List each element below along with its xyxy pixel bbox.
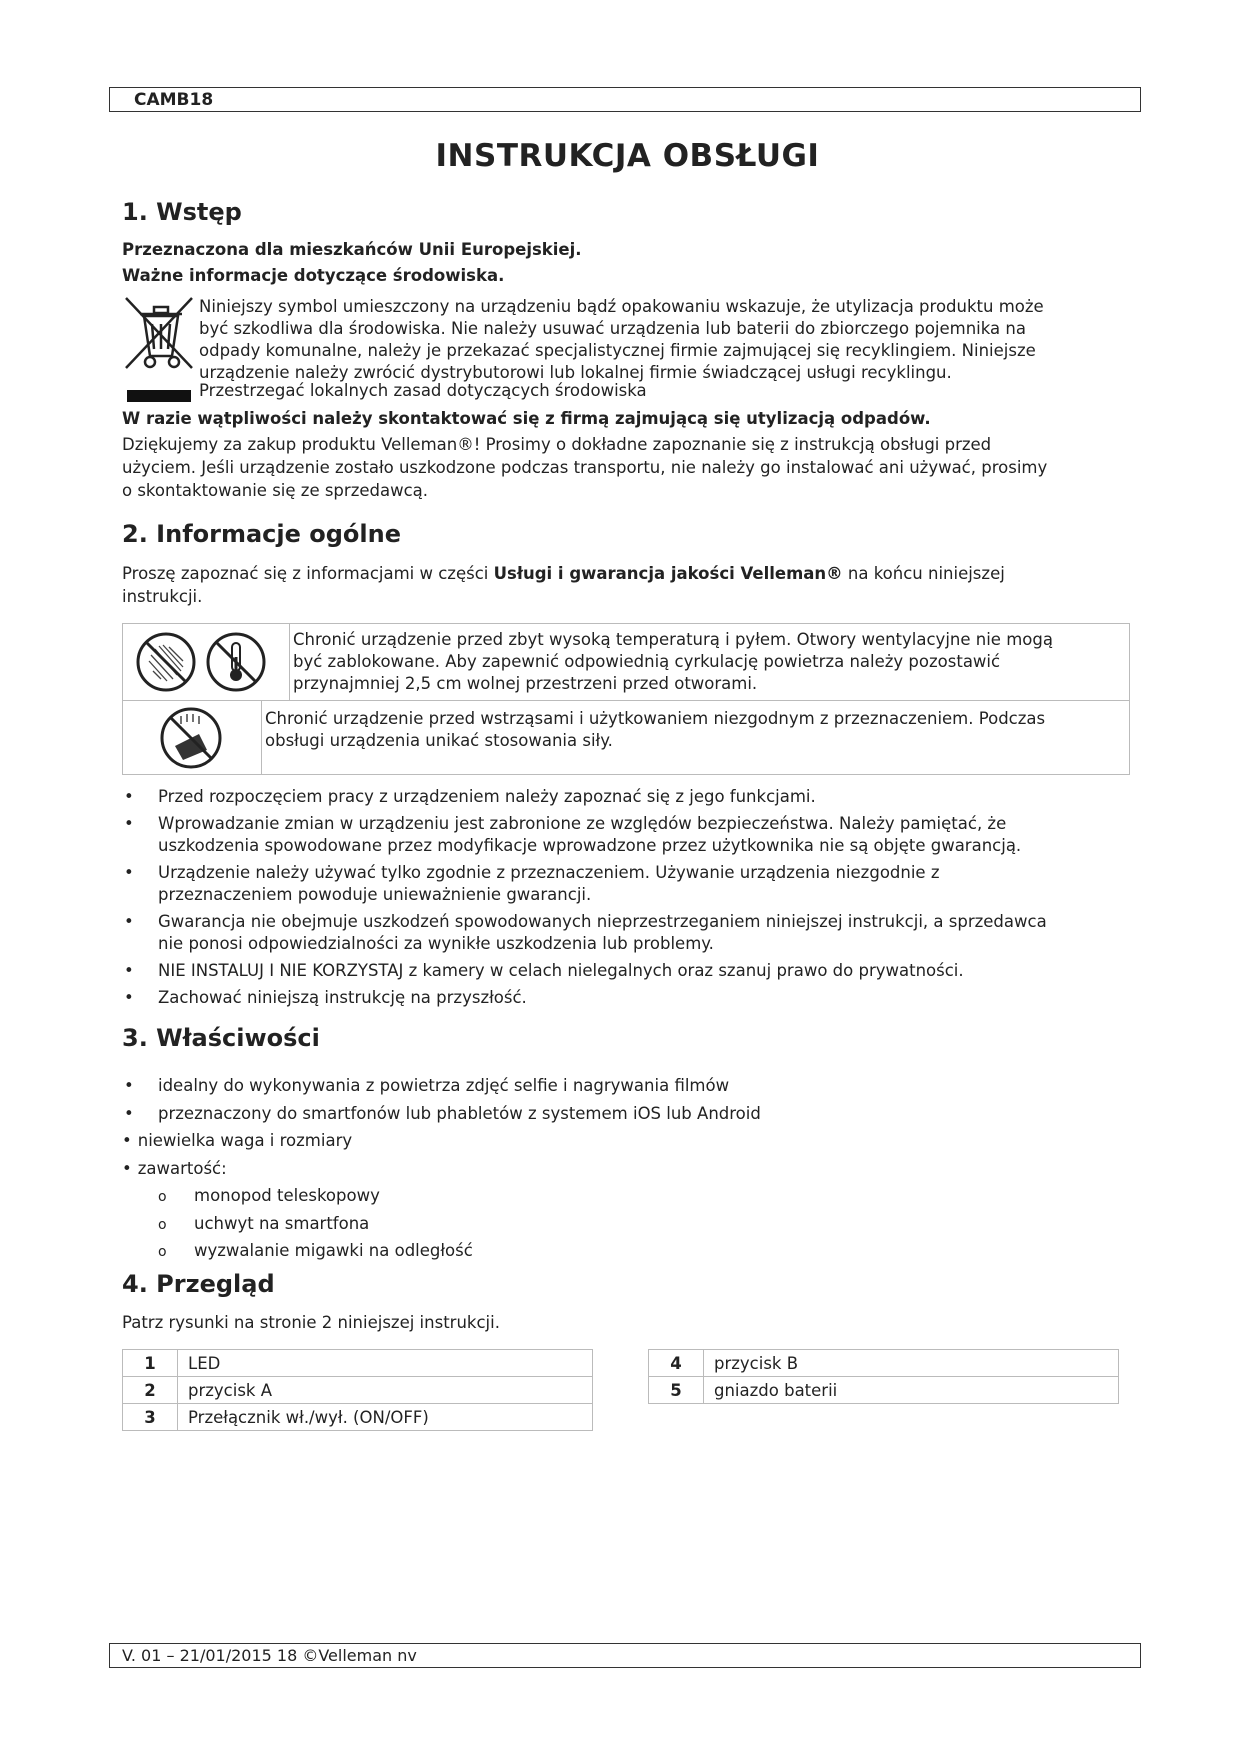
feature-text: zawartość: [137,1158,227,1178]
part-label: gniazdo baterii [704,1377,1119,1404]
env-heading: Ważne informacje dotyczące środowiska. [122,266,505,285]
parts-table-left [122,1349,593,1431]
warning-line: Chronić urządzenie przed wstrząsami i użytkowaniem niezgodnym z przeznaczeniem. Podczas [265,709,1046,728]
black-bar-mark [127,390,191,402]
no-heat-icon [205,631,267,693]
sub-list-item: o uchwyt na smartfona [158,1213,370,1233]
list-item: • niewielka waga i rozmiary [122,1131,353,1150]
feature-text: niewielka waga i rozmiary [137,1131,353,1150]
intro-text: Proszę zapoznać się z informacjami w części [122,564,494,583]
list-item: • Urządzenie należy używać tylko zgodnie z przeznaczeniem. Używanie urządzenia niezgodnie z przeznaczeniem powoduje unieważnienie gwarancji. [122,862,1142,906]
env-line: urządzenie należy zwrócić dystrybutorowi lub lokalnej firmie świadczącej usługi recyklingu. [199,363,952,382]
sub-list-item: o wyzwalanie migawki na odległość [158,1241,473,1260]
warning-shock-text [265,708,1045,752]
env-line: być szkodliwa dla środowiska. Nie należy usuwać urządzenia lub baterii do zbiorczego pojemnika na [199,319,1026,338]
sub-item-text: wyzwalanie migawki na odległość [194,1241,473,1260]
list-item: • Zachować niniejszą instrukcję na przyszłość. [122,987,1142,1009]
part-number: 5 [649,1377,704,1404]
env-local-rules: Przestrzegać lokalnych zasad dotyczących środowiska [199,381,647,400]
table-row [123,1404,593,1431]
bullet-line: przeznaczeniem powoduje unieważnienie gwarancji. [158,885,592,904]
part-label: przycisk B [704,1350,1119,1377]
section-2-title: 2. Informacje ogólne [122,520,401,548]
bullet-line: uszkodzenia spowodowane przez modyfikacje wprowadzone przez użytkownika nie są objęte gwarancją. [158,836,1022,855]
features-list [122,1075,1022,1268]
env-paragraph [199,296,1129,384]
warning-line: obsługi urządzenia unikać stosowania siły. [265,731,613,750]
overview-intro: Patrz rysunki na stronie 2 niniejszej instrukcji. [122,1313,500,1332]
warning-row-heat-dust [123,624,1129,701]
intro-bold-text: Usługi i gwarancja jakości Velleman® [493,564,843,583]
sub-list-item: o monopod teleskopowy [158,1186,380,1205]
header-box [109,87,1141,112]
warning-heat-text [293,629,1053,695]
warning-line: być zablokowane. Aby zapewnić odpowiednią cyrkulację powietrza należy pozostawić [293,652,1001,671]
list-item: • idealny do wykonywania z powietrza zdjęć selfie i nagrywania filmów [124,1076,730,1095]
sub-item-text: uchwyt na smartfona [194,1213,370,1233]
parts-table-right [648,1349,1119,1404]
part-label: Przełącznik wł./wył. (ON/OFF) [178,1404,593,1431]
table-row [649,1350,1119,1377]
general-intro-line2: instrukcji. [122,587,203,606]
no-shock-icon [159,706,223,770]
table-row [123,1377,593,1404]
table-row [123,1350,593,1377]
part-label: LED [178,1350,593,1377]
part-label: przycisk A [178,1377,593,1404]
footer-box [109,1643,1141,1668]
section-3-title: 3. Właściwości [122,1024,320,1052]
bullet-line: Wprowadzanie zmian w urządzeniu jest zabronione ze względów bezpieczeństwa. Należy pamiętać, że [158,814,1007,833]
bullet-line: nie ponosi odpowiedzialności za wynikłe uszkodzenia lub problemy. [158,934,714,953]
feature-text: idealny do wykonywania z powietrza zdjęć selfie i nagrywania filmów [158,1076,730,1095]
general-intro [122,562,1132,608]
table-row [649,1377,1119,1404]
list-item: • NIE INSTALUJ I NIE KORZYSTAJ z kamery w celach nielegalnych oraz szanuj prawo do prywatności. [122,960,1142,982]
intro-text-end: na końcu niniejszej [842,564,1005,583]
cell-divider [261,701,262,775]
model-code: CAMB18 [134,90,214,110]
general-intro-line1 [122,562,1132,585]
general-bullets [122,786,1142,1014]
thanks-line: użyciem. Jeśli urządzenie zostało uszkodzone podczas transportu, nie należy go instalować ani używać, prosimy [122,458,1048,477]
warning-line: przynajmniej 2,5 cm wolnej przestrzeni przed otworami. [293,674,758,693]
thanks-paragraph [122,433,1132,502]
part-number: 1 [123,1350,178,1377]
bullet-line: Gwarancja nie obejmuje uszkodzeń spowodowanych nieprzestrzeganiem niniejszej instrukcji, a sprzedawca [158,912,1047,931]
env-line: odpady komunalne, należy je przekazać specjalistycznej firmie zajmującej się recyklingiem. Niniejsze [199,341,1036,360]
part-number: 3 [123,1404,178,1431]
doubt-notice: W razie wątpliwości należy skontaktować się z firmą zajmującą się utylizacją odpadów. [122,409,931,428]
list-item: • Wprowadzanie zmian w urządzeniu jest zabronione ze względów bezpieczeństwa. Należy pamiętać, że uszkodzenia spowodowane przez modyfikacje wprowadzone przez użytkownika nie są objęte gwarancją. [122,813,1142,857]
recycle-bin-crossed-icon [122,294,198,374]
warning-line: Chronić urządzenie przed zbyt wysoką temperaturą i pyłem. Otwory wentylacyjne nie mogą [293,630,1053,649]
footer-text: V. 01 – 21/01/2015 18 ©Velleman nv [122,1646,417,1665]
bullet-line: Urządzenie należy używać tylko zgodnie z przeznaczeniem. Używanie urządzenia niezgodnie z [158,863,940,882]
warnings-table [122,623,1130,775]
section-4-title: 4. Przegląd [122,1270,275,1298]
page-title: INSTRUKCJA OBSŁUGI [435,138,820,174]
eu-notice: Przeznaczona dla mieszkańców Unii Europejskiej. [122,240,582,259]
feature-text: przeznaczony do smartfonów lub phabletów z systemem iOS lub Android [158,1103,761,1123]
thanks-line: o skontaktowanie się ze sprzedawcą. [122,481,429,500]
env-line: Niniejszy symbol umieszczony na urządzeniu bądź opakowaniu wskazuje, że utylizacja produktu może [199,297,1044,316]
sub-item-text: monopod teleskopowy [194,1186,380,1205]
list-item: • Przed rozpoczęciem pracy z urządzeniem należy zapoznać się z jego funkcjami. [122,786,1142,808]
part-number: 2 [123,1377,178,1404]
section-1-title: 1. Wstęp [122,198,242,226]
cell-divider [289,624,290,700]
list-item: • zawartość: [122,1158,227,1178]
warning-row-shock [123,701,1129,775]
bullet-line: NIE INSTALUJ I NIE KORZYSTAJ z kamery w celach nielegalnych oraz szanuj prawo do prywatności. [158,961,964,980]
bullet-line: Przed rozpoczęciem pracy z urządzeniem należy zapoznać się z jego funkcjami. [158,787,816,806]
list-item: • Gwarancja nie obejmuje uszkodzeń spowodowanych nieprzestrzeganiem niniejszej instrukcji, a sprzedawca nie ponosi odpowiedzialności za wynikłe uszkodzenia lub problemy. [122,911,1142,955]
no-dust-icon [135,631,197,693]
thanks-line: Dziękujemy za zakup produktu Velleman®! Prosimy o dokładne zapoznanie się z instrukcją obsługi przed [122,435,992,454]
list-item: • przeznaczony do smartfonów lub phabletów z systemem iOS lub Android [124,1103,761,1123]
part-number: 4 [649,1350,704,1377]
bullet-line: Zachować niniejszą instrukcję na przyszłość. [158,988,527,1007]
